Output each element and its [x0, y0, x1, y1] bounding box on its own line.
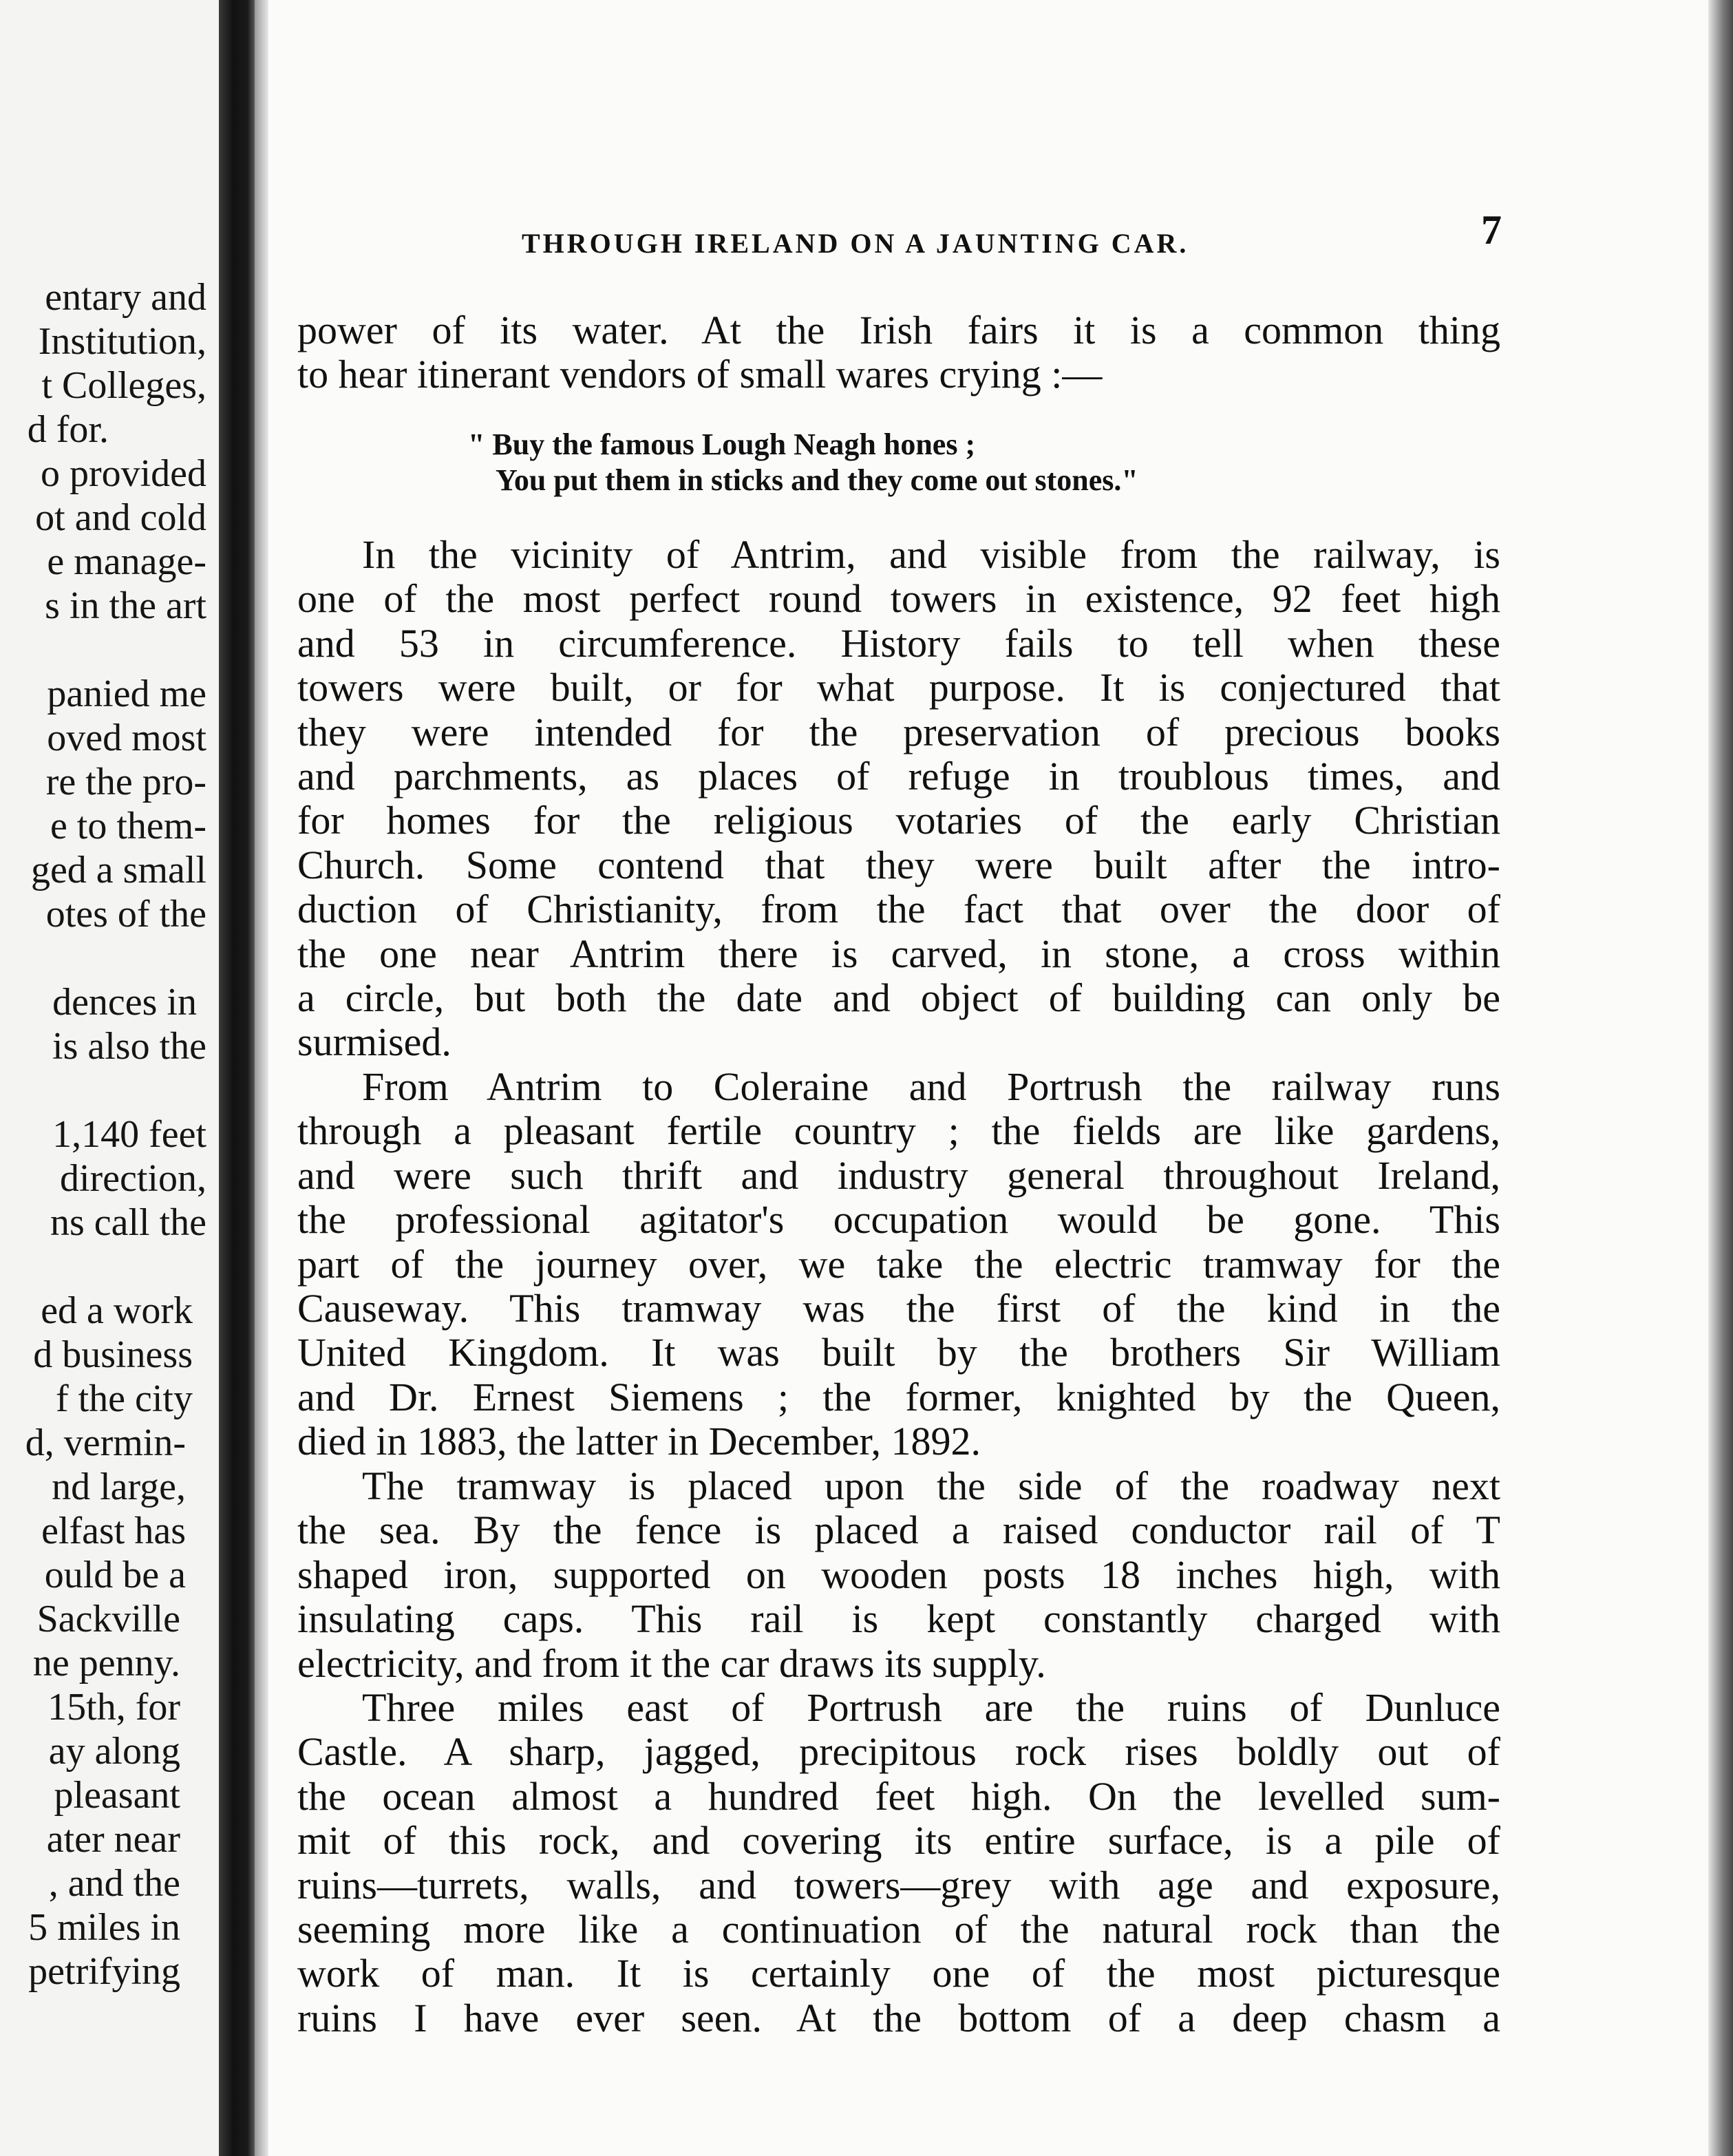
text-line: seeming more like a continuation of the natural rock than the: [297, 1906, 1500, 1952]
left-page-line: ater near: [46, 1818, 180, 1861]
left-facing-page: [0, 0, 219, 2156]
left-page-line: ot and cold: [35, 496, 206, 539]
text-line: the sea. By the fence is placed a raised conductor rail of T: [297, 1508, 1500, 1553]
text-line: Causeway. This tramway was the first of the kind in the: [297, 1285, 1500, 1331]
left-page-line: oved most: [47, 717, 206, 759]
text-line: The tramway is placed upon the side of the roadway next: [362, 1463, 1500, 1508]
text-line: towers were built, or for what purpose. It is conjectured that: [297, 665, 1500, 710]
opening-text: [297, 308, 1500, 397]
running-header: THROUGH IRELAND ON A JAUNTING CAR.: [522, 228, 1189, 259]
left-page-line: Sackville: [36, 1598, 180, 1640]
text-line: through a pleasant fertile country ; the fields are like gardens,: [297, 1108, 1500, 1154]
left-page-line: s in the art: [45, 584, 206, 627]
text-line: In the vicinity of Antrim, and visible from the railway, is: [362, 532, 1500, 577]
left-page-line: d for.: [27, 408, 109, 451]
left-page-line: re the pro-: [45, 761, 206, 803]
page-right-edge: [1708, 0, 1733, 2156]
text-line: duction of Christianity, from the fact that over the door of: [297, 887, 1500, 932]
text-line: part of the journey over, we take the electric tramway for the: [297, 1241, 1500, 1287]
book-gutter-edge: [255, 0, 268, 2156]
left-page-line: direction,: [59, 1157, 206, 1200]
text-line: shaped iron, supported on wooden posts 18 inches high, with: [297, 1552, 1500, 1597]
text-line: From Antrim to Coleraine and Portrush the railway runs: [362, 1064, 1500, 1109]
quote-line: " Buy the famous Lough Neagh hones ;: [468, 427, 976, 461]
paragraph-round-towers: [297, 533, 1500, 1065]
left-page-line: otes of the: [45, 893, 206, 936]
quote-line: You put them in sticks and they come out stones.": [496, 463, 1138, 497]
page-number: 7: [1481, 207, 1502, 253]
text-line: mit of this rock, and covering its entire surface, is a pile of: [297, 1818, 1500, 1863]
left-page-line: Institution,: [38, 320, 206, 363]
text-line: surmised.: [297, 1019, 451, 1065]
text-line: ruins—turrets, walls, and towers—grey with age and exposure,: [297, 1862, 1500, 1907]
left-page-line: d business: [33, 1333, 193, 1376]
left-page-line: 5 miles in: [28, 1906, 180, 1949]
text-line: and were such thrift and industry general throughout Ireland,: [297, 1152, 1500, 1198]
left-page-line: entary and: [45, 276, 206, 319]
text-line: and parchments, as places of refuge in troublous times, and: [297, 753, 1500, 799]
left-page-line: f the city: [55, 1377, 193, 1420]
text-line: United Kingdom. It was built by the brothers Sir William: [297, 1330, 1500, 1375]
left-page-line: panied me: [47, 673, 206, 715]
text-line: Church. Some contend that they were built after the intro-: [297, 842, 1500, 887]
paragraph-dunluce-castle: [297, 1686, 1500, 2040]
text-line: one of the most perfect round towers in existence, 92 feet high: [297, 576, 1500, 622]
text-line: Castle. A sharp, jagged, precipitous rock rises boldly out of: [297, 1729, 1500, 1775]
left-page-line: is also the: [52, 1025, 206, 1068]
left-page-line: ed a work: [41, 1289, 193, 1332]
text-line: to hear itinerant vendors of small wares crying :—: [297, 352, 1103, 397]
left-page-line: e to them-: [50, 805, 206, 847]
text-line: and Dr. Ernest Siemens ; the former, knighted by the Queen,: [297, 1374, 1500, 1419]
left-page-line: o provided: [40, 452, 206, 495]
left-page-line: ould be a: [44, 1554, 186, 1596]
left-page-line: nd large,: [52, 1466, 186, 1508]
left-page-line: 15th, for: [47, 1686, 180, 1729]
left-page-line: elfast has: [41, 1510, 186, 1552]
text-line: power of its water. At the Irish fairs it is a common thing: [297, 308, 1500, 352]
text-line: ruins I have ever seen. At the bottom of a deep chasm a: [297, 1995, 1500, 2040]
text-line: and 53 in circumference. History fails to tell when these: [297, 620, 1500, 666]
left-page-line: d, vermin-: [25, 1422, 186, 1464]
left-page-line: ged a small: [30, 849, 206, 891]
left-page-line: , and the: [48, 1862, 180, 1905]
text-line: a circle, but both the date and object of building can only be: [297, 975, 1500, 1020]
text-line: the professional agitator's occupation would be gone. This: [297, 1197, 1500, 1243]
left-page-line: dences in: [52, 981, 197, 1024]
left-page-line: pleasant: [54, 1774, 180, 1817]
left-page-line: t Colleges,: [41, 364, 206, 407]
text-line: died in 1883, the latter in December, 1892.: [297, 1419, 981, 1464]
left-page-line: ay along: [48, 1730, 180, 1773]
text-line: work of man. It is certainly one of the most picturesque: [297, 1951, 1500, 1996]
text-line: the one near Antrim there is carved, in stone, a cross within: [297, 931, 1500, 976]
text-line: insulating caps. This rail is kept constantly charged with: [297, 1596, 1500, 1642]
text-line: for homes for the religious votaries of the early Christian: [297, 798, 1500, 843]
verse-quote: [468, 427, 1356, 498]
text-line: the ocean almost a hundred feet high. On the levelled sum-: [297, 1773, 1500, 1819]
left-page-line: e manage-: [47, 540, 206, 583]
left-page-line: ne penny.: [32, 1642, 180, 1684]
text-line: they were intended for the preservation of precious books: [297, 709, 1500, 754]
paragraph-tramway-route: [297, 1065, 1500, 1464]
left-page-line: 1,140 feet: [52, 1113, 206, 1156]
left-page-line: ns call the: [50, 1201, 206, 1244]
left-page-line: petrifying: [28, 1950, 180, 1993]
text-line: Three miles east of Portrush are the ruins of Dunluce: [362, 1685, 1500, 1730]
paragraph-conductor-rail: [297, 1464, 1500, 1686]
text-line: electricity, and from it the car draws its supply.: [297, 1640, 1046, 1686]
book-gutter-shadow: [219, 0, 255, 2156]
